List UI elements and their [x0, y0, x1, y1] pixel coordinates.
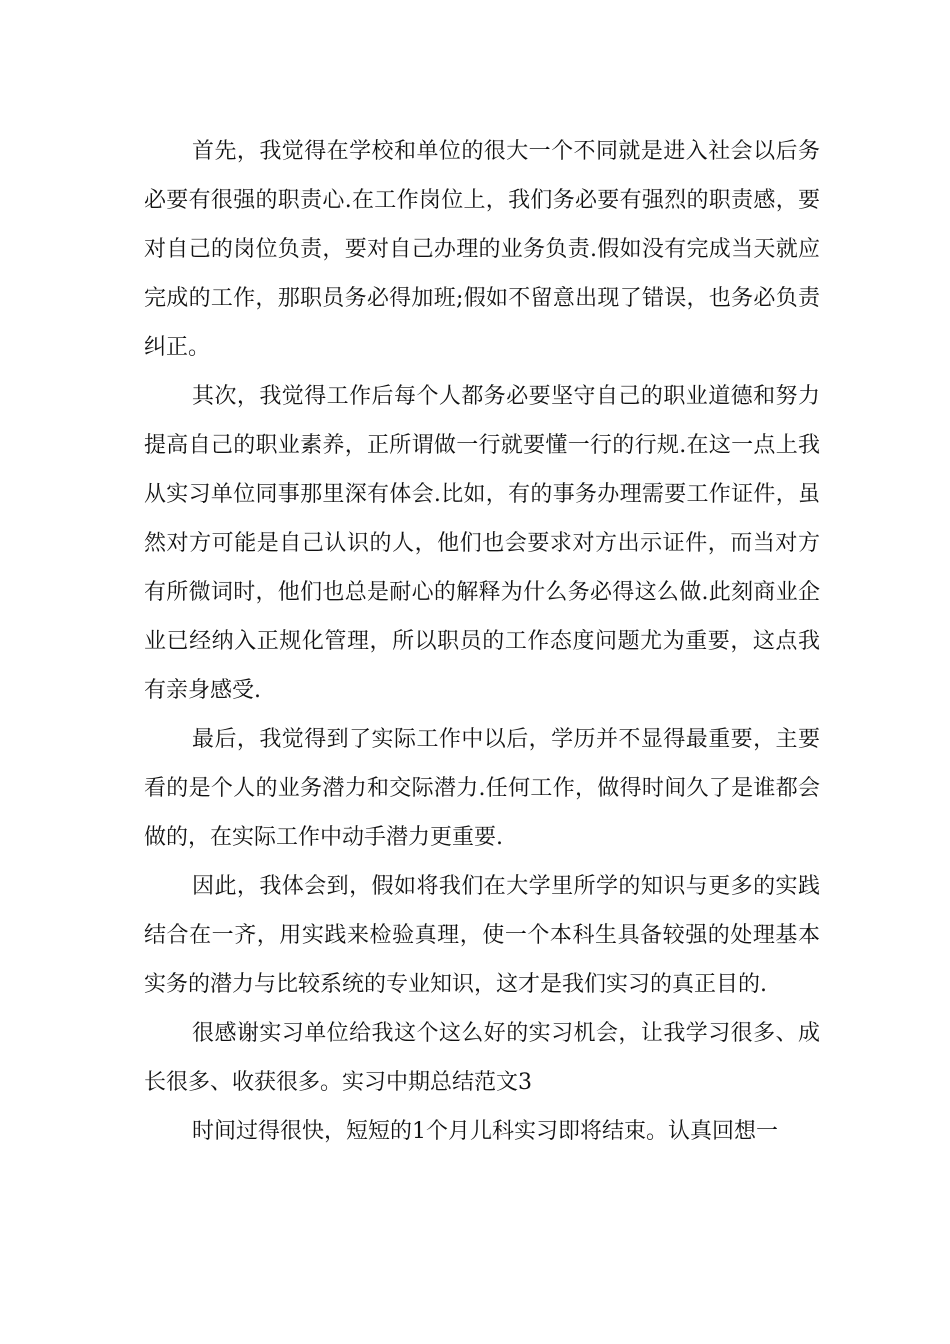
document-body: [144, 127, 820, 1156]
paragraph-6: 时间过得很快，短短的1个月儿科实习即将结束。认真回想一: [192, 1119, 778, 1144]
paragraph-4: 因此，我体会到，假如将我们在大学里所学的知识与更多的实践结合在一齐，用实践来检验真理，使一个本科生具备较强的处理基本实务的潜力与比较系统的专业知识，这才是我们实习的真正目的.: [144, 874, 820, 997]
paragraph-1: 首先，我觉得在学校和单位的很大一个不同就是进入社会以后务必要有很强的职责心.在工作岗位上，我们务必要有强烈的职责感，要对自己的岗位负责，要对自己办理的业务负责.假如没有完成当天就应完成的工作，那职员务必得加班;假如不留意出现了错误，也务必负责纠正。: [144, 139, 820, 360]
paragraph-3: 最后，我觉得到了实际工作中以后，学历并不显得最重要，主要看的是个人的业务潜力和交际潜力.任何工作，做得时间久了是谁都会做的，在实际工作中动手潜力更重要.: [144, 727, 820, 850]
paragraph-5: 很感谢实习单位给我这个这么好的实习机会，让我学习很多、成长很多、收获很多。实习中期总结范文3: [144, 1021, 820, 1095]
paragraph-2: 其次，我觉得工作后每个人都务必要坚守自己的职业道德和努力提高自己的职业素养，正所谓做一行就要懂一行的行规.在这一点上我从实习单位同事那里深有体会.比如，有的事务办理需要工作证件，虽然对方可能是自己认识的人，他们也会要求对方出示证件，而当对方有所微词时，他们也总是耐心的解释为什么务必得这么做.此刻商业企业已经纳入正规化管理，所以职员的工作态度问题尤为重要，这点我有亲身感受.: [144, 384, 820, 703]
